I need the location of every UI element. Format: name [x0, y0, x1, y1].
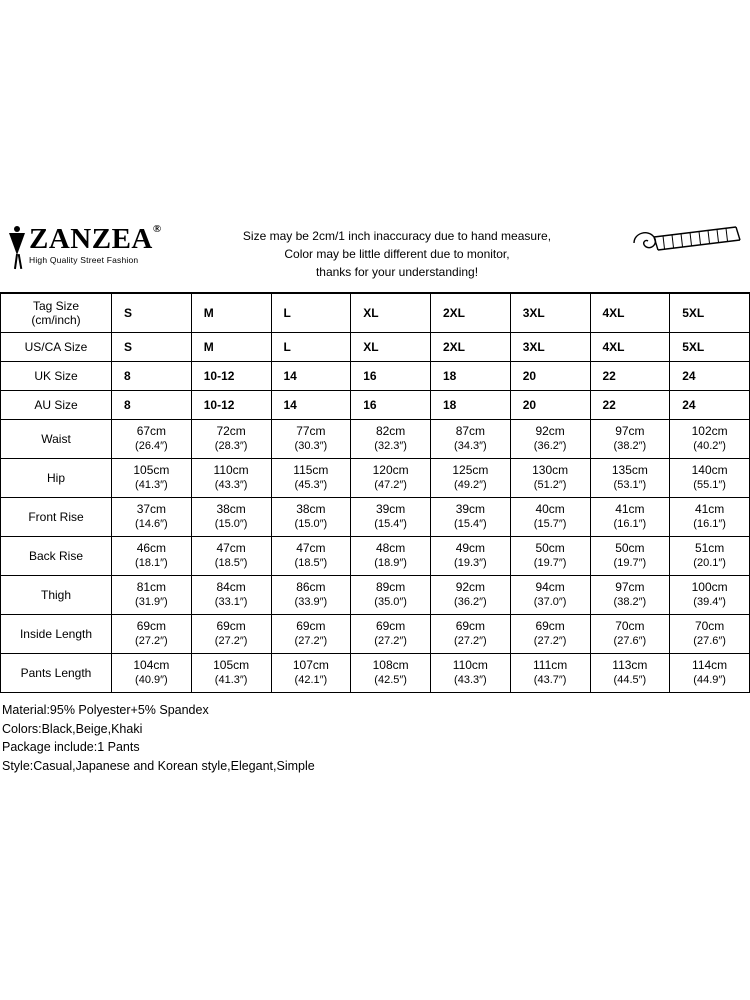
note-line-1: Size may be 2cm/1 inch inaccuracy due to hand measure, — [242, 229, 552, 243]
cell-tag-size-s: S — [112, 294, 192, 333]
row-label-hip: Hip — [1, 459, 112, 498]
cell-uk-2: 10-12 — [191, 362, 271, 391]
cell-back-rise-s: 46cm (18.1″) — [112, 537, 192, 576]
cell-au-2: 10-12 — [191, 391, 271, 420]
cell-pants-length-s: 104cm (40.9″) — [112, 654, 192, 693]
cell-thigh-m: 84cm (33.1″) — [191, 576, 271, 615]
table-row-au-size — [1, 391, 750, 420]
cell-uk-6: 20 — [510, 362, 590, 391]
table-row-thigh — [1, 576, 750, 615]
cell-tag-size-5xl: 5XL — [670, 294, 750, 333]
cell-thigh-5xl: 100cm (39.4″) — [670, 576, 750, 615]
chart-header — [0, 215, 750, 293]
cell-us-ca-7: 4XL — [590, 333, 670, 362]
cell-us-ca-1: S — [112, 333, 192, 362]
cell-inside-length-3xl: 69cm (27.2″) — [510, 615, 590, 654]
cell-thigh-3xl: 94cm (37.0″) — [510, 576, 590, 615]
cell-thigh-s: 81cm (31.9″) — [112, 576, 192, 615]
row-label-inside-length: Inside Length — [1, 615, 112, 654]
cell-back-rise-l: 47cm (18.5″) — [271, 537, 351, 576]
cell-hip-m: 110cm (43.3″) — [191, 459, 271, 498]
woman-silhouette-icon — [6, 226, 28, 270]
cell-us-ca-4: XL — [351, 333, 431, 362]
cell-waist-xl: 82cm (32.3″) — [351, 420, 431, 459]
cell-uk-3: 14 — [271, 362, 351, 391]
cell-front-rise-5xl: 41cm (16.1″) — [670, 498, 750, 537]
cell-pants-length-3xl: 111cm (43.7″) — [510, 654, 590, 693]
cell-waist-m: 72cm (28.3″) — [191, 420, 271, 459]
cell-pants-length-m: 105cm (41.3″) — [191, 654, 271, 693]
cell-au-3: 14 — [271, 391, 351, 420]
detail-material: Material:95% Polyester+5% Spandex — [2, 703, 209, 717]
cell-back-rise-3xl: 50cm (19.7″) — [510, 537, 590, 576]
cell-us-ca-3: L — [271, 333, 351, 362]
cell-back-rise-m: 47cm (18.5″) — [191, 537, 271, 576]
cell-pants-length-l: 107cm (42.1″) — [271, 654, 351, 693]
registered-mark: ® — [152, 223, 162, 235]
cell-thigh-l: 86cm (33.9″) — [271, 576, 351, 615]
cell-back-rise-5xl: 51cm (20.1″) — [670, 537, 750, 576]
table-row-inside-length — [1, 615, 750, 654]
cell-uk-1: 8 — [112, 362, 192, 391]
table-row-hip — [1, 459, 750, 498]
measurement-notes — [170, 215, 624, 281]
cell-back-rise-xl: 48cm (18.9″) — [351, 537, 431, 576]
size-table — [0, 293, 750, 693]
cell-waist-l: 77cm (30.3″) — [271, 420, 351, 459]
cell-tag-size-3xl: 3XL — [510, 294, 590, 333]
cell-front-rise-4xl: 41cm (16.1″) — [590, 498, 670, 537]
row-label-waist: Waist — [1, 420, 112, 459]
cell-inside-length-5xl: 70cm (27.6″) — [670, 615, 750, 654]
cell-au-1: 8 — [112, 391, 192, 420]
row-label-au-size: AU Size — [1, 391, 112, 420]
brand-logo — [0, 215, 170, 270]
cell-front-rise-s: 37cm (14.6″) — [112, 498, 192, 537]
cell-front-rise-2xl: 39cm (15.4″) — [431, 498, 511, 537]
cell-hip-4xl: 135cm (53.1″) — [590, 459, 670, 498]
cell-front-rise-xl: 39cm (15.4″) — [351, 498, 431, 537]
cell-waist-4xl: 97cm (38.2″) — [590, 420, 670, 459]
cell-hip-2xl: 125cm (49.2″) — [431, 459, 511, 498]
cell-inside-length-l: 69cm (27.2″) — [271, 615, 351, 654]
cell-us-ca-6: 3XL — [510, 333, 590, 362]
cell-pants-length-5xl: 114cm (44.9″) — [670, 654, 750, 693]
brand-tagline: High Quality Street Fashion — [29, 255, 139, 265]
note-line-2: Color may be little different due to monitor, — [284, 247, 510, 261]
cell-au-6: 20 — [510, 391, 590, 420]
brand-name-text: ZANZEA — [29, 223, 153, 255]
cell-us-ca-8: 5XL — [670, 333, 750, 362]
detail-style: Style:Casual,Japanese and Korean style,Elegant,Simple — [2, 758, 315, 773]
cell-tag-size-4xl: 4XL — [590, 294, 670, 333]
cell-uk-5: 18 — [431, 362, 511, 391]
size-chart-sheet — [0, 215, 750, 775]
cell-inside-length-m: 69cm (27.2″) — [191, 615, 271, 654]
note-line-3: thanks for your understanding! — [315, 265, 479, 279]
cell-front-rise-3xl: 40cm (15.7″) — [510, 498, 590, 537]
cell-hip-3xl: 130cm (51.2″) — [510, 459, 590, 498]
cell-tag-size-l: L — [271, 294, 351, 333]
cell-pants-length-xl: 108cm (42.5″) — [351, 654, 431, 693]
cell-hip-l: 115cm (45.3″) — [271, 459, 351, 498]
cell-thigh-2xl: 92cm (36.2″) — [431, 576, 511, 615]
cell-hip-5xl: 140cm (55.1″) — [670, 459, 750, 498]
table-row-back-rise — [1, 537, 750, 576]
cell-hip-xl: 120cm (47.2″) — [351, 459, 431, 498]
cell-tag-size-xl: XL — [351, 294, 431, 333]
cell-au-8: 24 — [670, 391, 750, 420]
row-label-back-rise: Back Rise — [1, 537, 112, 576]
cell-au-4: 16 — [351, 391, 431, 420]
cell-uk-7: 22 — [590, 362, 670, 391]
cell-inside-length-4xl: 70cm (27.6″) — [590, 615, 670, 654]
cell-waist-2xl: 87cm (34.3″) — [431, 420, 511, 459]
cell-uk-4: 16 — [351, 362, 431, 391]
brand-name — [29, 224, 162, 254]
row-label-us-ca-size: US/CA Size — [1, 333, 112, 362]
table-row-tag-size — [1, 294, 750, 333]
row-label-tag-size — [1, 294, 112, 333]
cell-us-ca-2: M — [191, 333, 271, 362]
cell-inside-length-xl: 69cm (27.2″) — [351, 615, 431, 654]
cell-back-rise-4xl: 50cm (19.7″) — [590, 537, 670, 576]
cell-inside-length-2xl: 69cm (27.2″) — [431, 615, 511, 654]
table-row-us-ca-size — [1, 333, 750, 362]
detail-colors: Colors:Black,Beige,Khaki — [2, 721, 143, 736]
cell-waist-3xl: 92cm (36.2″) — [510, 420, 590, 459]
cell-thigh-4xl: 97cm (38.2″) — [590, 576, 670, 615]
cell-waist-s: 67cm (26.4″) — [112, 420, 192, 459]
row-label-uk-size: UK Size — [1, 362, 112, 391]
cell-thigh-xl: 89cm (35.0″) — [351, 576, 431, 615]
cell-front-rise-l: 38cm (15.0″) — [271, 498, 351, 537]
row-label-front-rise: Front Rise — [1, 498, 112, 537]
row-label-line2: (cm/inch) — [31, 313, 81, 327]
table-row-uk-size — [1, 362, 750, 391]
cell-tag-size-m: M — [191, 294, 271, 333]
cell-au-5: 18 — [431, 391, 511, 420]
cell-waist-5xl: 102cm (40.2″) — [670, 420, 750, 459]
row-label-pants-length: Pants Length — [1, 654, 112, 693]
row-label-line1: Tag Size — [32, 299, 80, 313]
cell-us-ca-5: 2XL — [431, 333, 511, 362]
cell-front-rise-m: 38cm (15.0″) — [191, 498, 271, 537]
measuring-tape-icon — [624, 221, 744, 291]
cell-hip-s: 105cm (41.3″) — [112, 459, 192, 498]
row-label-thigh: Thigh — [1, 576, 112, 615]
cell-pants-length-2xl: 110cm (43.3″) — [431, 654, 511, 693]
table-row-front-rise — [1, 498, 750, 537]
cell-pants-length-4xl: 113cm (44.5″) — [590, 654, 670, 693]
table-row-pants-length — [1, 654, 750, 693]
cell-uk-8: 24 — [670, 362, 750, 391]
table-row-waist — [1, 420, 750, 459]
cell-back-rise-2xl: 49cm (19.3″) — [431, 537, 511, 576]
detail-package: Package include:1 Pants — [2, 740, 140, 754]
cell-inside-length-s: 69cm (27.2″) — [112, 615, 192, 654]
cell-au-7: 22 — [590, 391, 670, 420]
product-details — [0, 693, 750, 775]
cell-tag-size-2xl: 2XL — [431, 294, 511, 333]
